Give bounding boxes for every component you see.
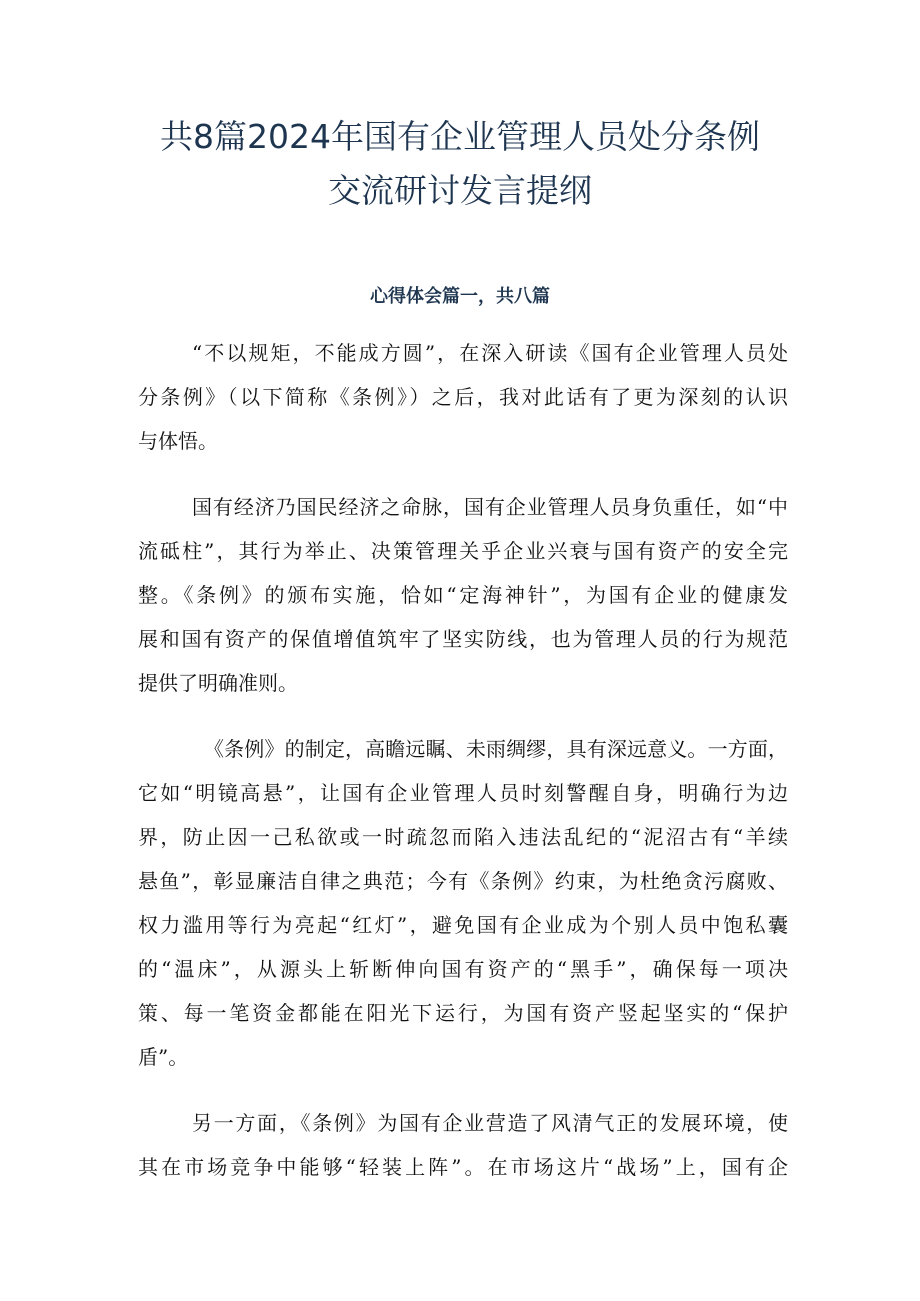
- text-line: 展和国有资产的保值增值筑牢了坚实防线，也为管理人员的行为规范: [138, 627, 788, 651]
- paragraph: [138, 727, 788, 1079]
- text-line: 盾”。: [138, 1045, 189, 1069]
- text-line: 分条例》（以下简称《条例》）之后，我对此话有了更为深刻的认识: [138, 385, 788, 409]
- text-line: 整。《条例》的颁布实施，恰如“定海神针”，为国有企业的健康发: [138, 583, 788, 607]
- paragraph: [138, 331, 788, 463]
- text-line: 流砥柱”，其行为举止、决策管理关乎企业兴衰与国有资产的安全完: [138, 539, 788, 563]
- document-body: [138, 331, 788, 1211]
- title-line: 共8篇2024年国有企业管理人员处分条例: [160, 117, 760, 156]
- text-line: 提供了明确准则。: [138, 671, 298, 695]
- document-title: [100, 110, 820, 218]
- text-line: 悬鱼”，彰显廉洁自律之典范；今有《条例》约束，为杜绝贪污腐败、: [138, 869, 788, 893]
- text-line: 与体悟。: [138, 429, 218, 453]
- title-line: 交流研讨发言提纲: [328, 171, 592, 210]
- text-line: 《条例》的制定，高瞻远瞩、未雨绸缪，具有深远意义。一方面，: [204, 737, 788, 761]
- text-line: 其在市场竞争中能够“轻装上阵”。在市场这片“战场”上，国有企: [138, 1155, 788, 1179]
- text-line: 界，防止因一己私欲或一时疏忽而陷入违法乱纪的“泥沼古有“羊续: [138, 825, 788, 849]
- text-line: 它如“明镜高悬”，让国有企业管理人员时刻警醒自身，明确行为边: [138, 781, 788, 805]
- text-line: 权力滥用等行为亮起“红灯”，避免国有企业成为个别人员中饱私囊: [138, 913, 788, 937]
- text-line: 的“温床”，从源头上斩断伸向国有资产的“黑手”，确保每一项决: [138, 957, 788, 981]
- text-line: 策、每一笔资金都能在阳光下运行，为国有资产竖起坚实的“保护: [138, 1001, 788, 1025]
- paragraph: [138, 1101, 788, 1189]
- section-heading: 心得体会篇一，共八篇: [370, 286, 550, 307]
- paragraph: [138, 485, 788, 705]
- text-line: 另一方面，《条例》为国有企业营造了风清气正的发展环境，使: [192, 1111, 788, 1135]
- text-line: “不以规矩，不能成方圆”，在深入研读《国有企业管理人员处: [192, 341, 788, 365]
- text-line: 国有经济乃国民经济之命脉，国有企业管理人员身负重任，如“中: [192, 495, 788, 519]
